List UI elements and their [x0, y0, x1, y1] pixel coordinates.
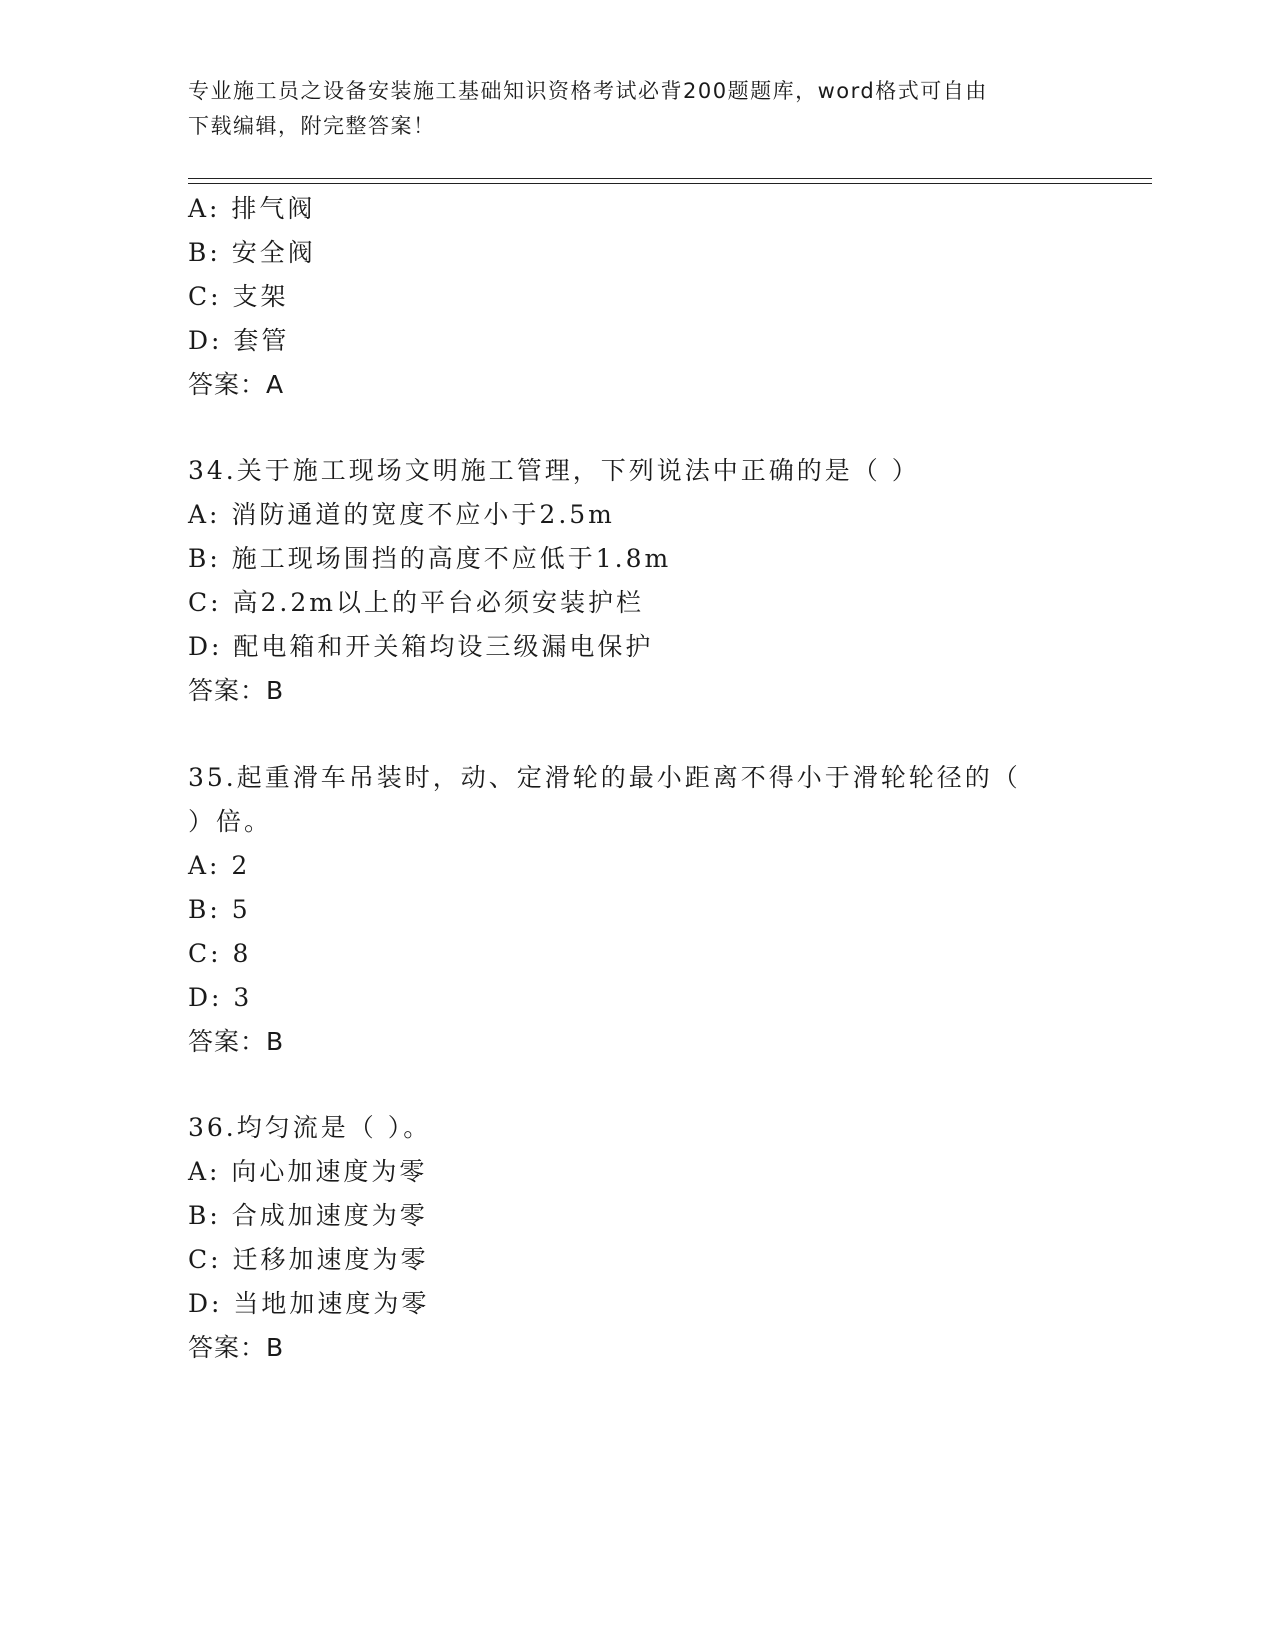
q35-option-a: A: 2 — [188, 851, 251, 880]
header-divider-top — [188, 178, 1152, 179]
q35-option-c: C: 8 — [188, 939, 252, 968]
q35-option-d: D: 3 — [188, 983, 253, 1012]
q34-option-a: A: 消防通道的宽度不应小于2.5m — [188, 500, 615, 529]
q35-answer: 答案：B — [188, 1027, 285, 1056]
document-header — [188, 74, 1068, 144]
q34-option-d: D: 配电箱和开关箱均设三级漏电保护 — [188, 632, 654, 661]
q34-option-b: B: 施工现场围挡的高度不应低于1.8m — [188, 544, 672, 573]
q35-option-b: B: 5 — [188, 895, 251, 924]
q36-option-d: D: 当地加速度为零 — [188, 1289, 430, 1318]
q33-option-c: C: 支架 — [188, 282, 289, 311]
q36-option-a: A: 向心加速度为零 — [188, 1157, 428, 1186]
header-line-1: 专业施工员之设备安装施工基础知识资格考试必背200题题库，word格式可自由 — [188, 79, 988, 103]
q33-option-b: B: 安全阀 — [188, 238, 316, 267]
q36-answer: 答案：B — [188, 1333, 285, 1362]
q33-option-d: D: 套管 — [188, 326, 290, 355]
q36-question: 36.均匀流是（ ）。 — [188, 1113, 432, 1142]
q34-answer: 答案：B — [188, 676, 285, 705]
header-line-2: 下载编辑，附完整答案！ — [188, 114, 436, 138]
header-divider-bottom — [188, 183, 1152, 184]
q33-answer: 答案：A — [188, 370, 285, 399]
q35-question-line-2: ）倍。 — [188, 807, 273, 836]
q36-option-c: C: 迁移加速度为零 — [188, 1245, 429, 1274]
q36-option-b: B: 合成加速度为零 — [188, 1201, 428, 1230]
q33-option-a: A: 排气阀 — [188, 194, 316, 223]
q35-question-line-1: 35.起重滑车吊装时，动、定滑轮的最小距离不得小于滑轮轮径的（ — [188, 763, 1021, 792]
q34-question: 34.关于施工现场文明施工管理，下列说法中正确的是（ ） — [188, 456, 920, 485]
q34-option-c: C: 高2.2m以上的平台必须安装护栏 — [188, 588, 644, 617]
